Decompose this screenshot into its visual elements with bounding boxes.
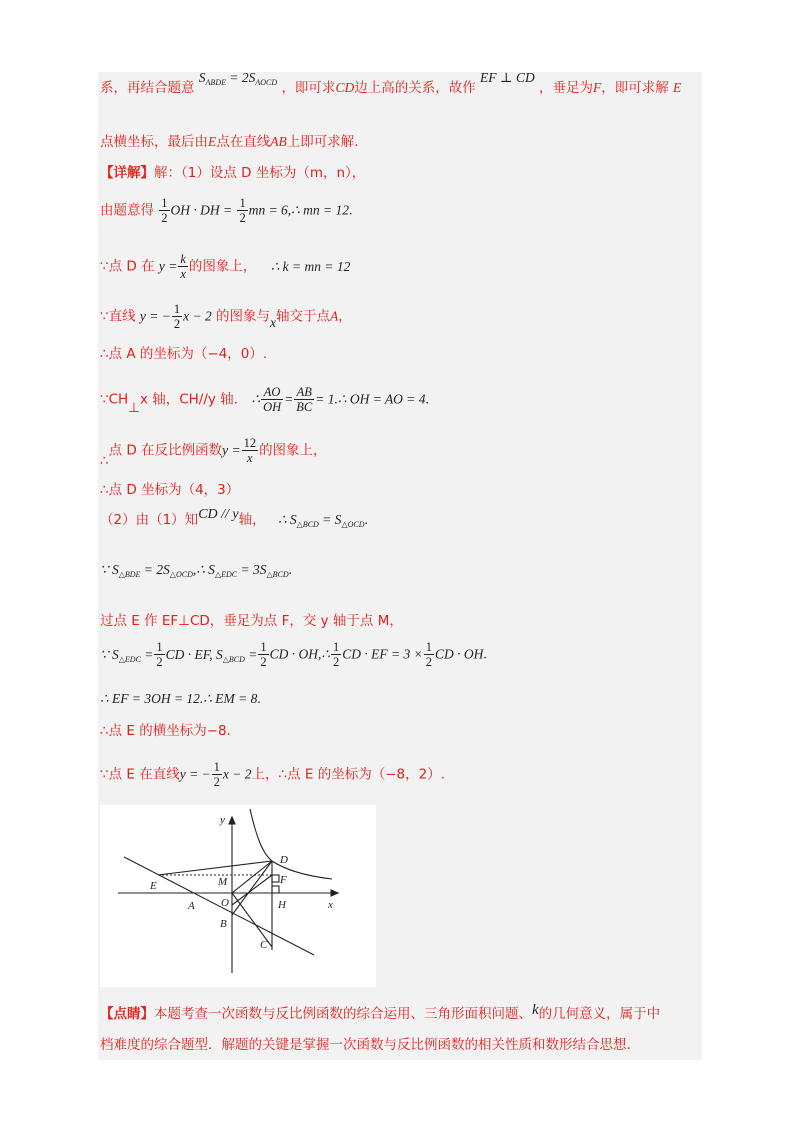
intro-line-1: 系，再结合题意 $S_{ABDE} = 2S_{AOCD}$ ，即可求CD边上高的关系，故作 EF ⊥ CD ，垂足为F，即可求解 E: [100, 70, 682, 96]
label-d: D: [280, 854, 288, 866]
label-h: H: [278, 899, 286, 911]
right-angle-mark: [272, 875, 279, 882]
detail-step-5: ∵CH⊥x 轴，CH//y 轴． ∴ $\frac{AO}{OH}$ = $\frac{AB}{BC}$ = 1.∴ OH = AO = 4.: [100, 385, 429, 416]
label-f: F: [280, 874, 287, 886]
detail-step-13: ∴点 E 的横坐标为−8.: [100, 723, 231, 739]
detail-step-1: 由题意得 $\frac{1}{2}$ OH · DH = $\frac{1}{2}$ mn = 6,∴ mn = 12.: [100, 196, 353, 225]
geometry-figure: [100, 805, 376, 987]
label-b: B: [220, 918, 227, 930]
detail-step-4: ∴点 A 的坐标为（−4，0）.: [100, 346, 268, 362]
segment-ed: [158, 861, 272, 875]
comment-line-2: 档难度的综合题型．解题的关键是掌握一次函数与反比例函数的相关性质和数形结合思想．: [100, 1037, 640, 1053]
label-o: O: [221, 897, 229, 909]
detail-step-8: （2）由（1）知CD // y轴， ∴ $S_{\triangle BCD} = S_{\triangle OCD}$.: [100, 507, 368, 529]
detail-step-2: ∵点 D 在 y = $\frac{k}{x}$ 的图象上， ∴ k = mn = 12: [100, 252, 351, 281]
detail-step-3: ∵直线 y = − $\frac{1}{2}$ x − 2 的图象与x轴交于点A，: [100, 302, 352, 331]
detail-step-12: ∴ EF = 3OH = 12.∴ EM = 8.: [100, 691, 261, 706]
label-e: E: [150, 880, 157, 892]
label-a: A: [188, 900, 195, 912]
detail-step-10: 过点 E 作 EF⊥CD，垂足为点 F，交 y 轴于点 M，: [100, 613, 403, 629]
y-axis-arrow: [229, 817, 235, 824]
right-angle-mark-h: [272, 886, 279, 893]
segment-fh: [232, 875, 272, 905]
intro-line-2: 点横坐标，最后由E点在直线AB上即可求解.: [100, 134, 359, 150]
detail-step-14: ∵点 E 在直线y = − $\frac{1}{2}$ x − 2上，∴点 E 的坐标为（−8，2）.: [100, 760, 446, 789]
label-x: x: [328, 899, 333, 911]
detail-step-9: ∵ $S_{\triangle BDE}$ = $2S_{\triangle OCD},\therefore$ $S_{\triangle EDC} = 3S_{\triangle BCD}$.: [100, 562, 292, 579]
area-relation-formula: $S_{ABDE} = 2S_{AOCD}$: [198, 70, 278, 87]
figure-svg: [100, 805, 376, 987]
x-axis-arrow: [331, 890, 338, 896]
label-c: C: [260, 939, 268, 951]
label-y: y: [220, 814, 225, 826]
detail-heading: 【详解】解：（1）设点 D 坐标为（m，n），: [100, 165, 366, 181]
detail-step-6: ∴点 D 在反比例函数y = $\frac{12}{x}$ 的图象上，: [100, 436, 327, 469]
comment-line-1: 【点睛】本题考查一次函数与反比例函数的综合运用、三角形面积问题、k的几何意义，属于中: [100, 1002, 661, 1022]
detail-step-11: ∵ $S_{\triangle EDC}$ = $\frac{1}{2}$ CD · EF, $S_{\triangle BCD}$ = $\frac{1}{2}$ CD · OH,∴ $\frac{1}{2}$ CD · EF = 3 × $\frac{1}{2}$ CD · OH.: [100, 640, 487, 669]
label-m: M: [218, 876, 228, 888]
detail-step-7: ∴点 D 坐标为（4，3）: [100, 482, 240, 498]
